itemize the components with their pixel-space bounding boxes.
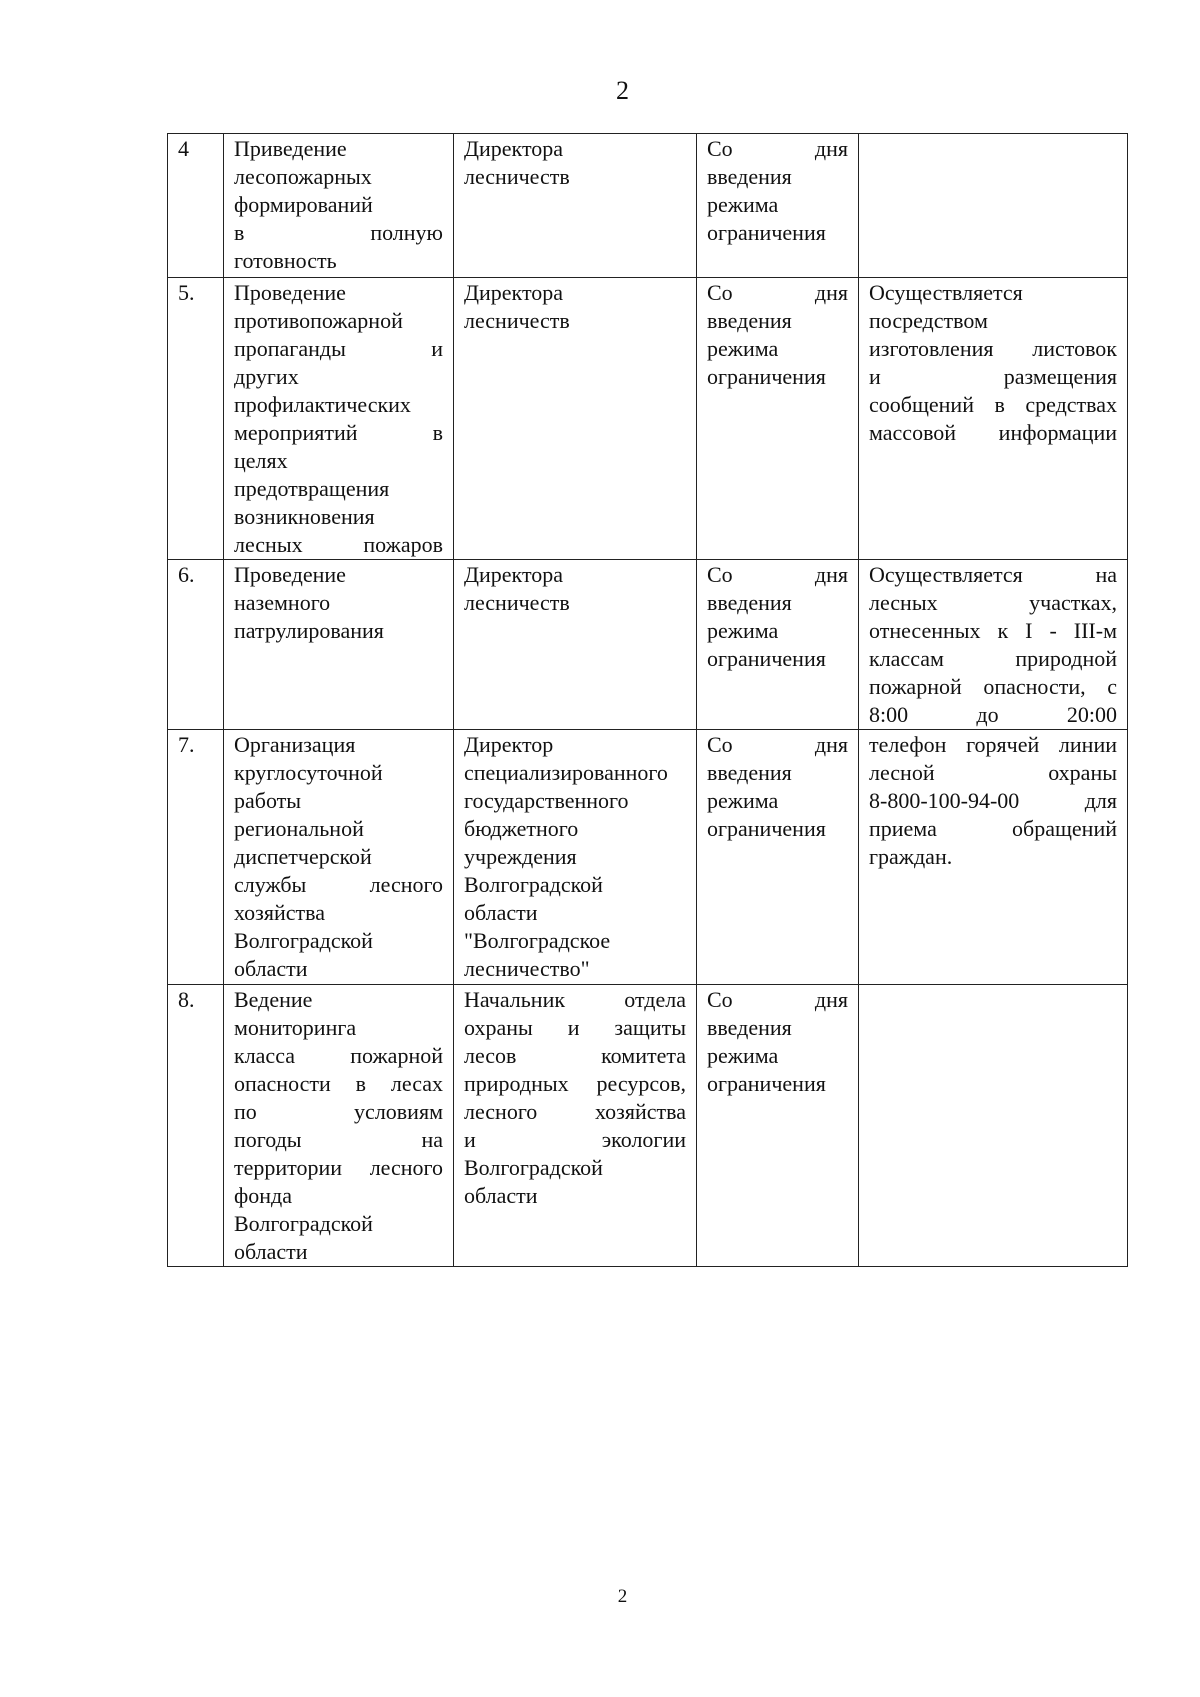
action-cell-line: Волгоградской (234, 1211, 373, 1236)
responsible-cell (454, 134, 697, 278)
row-number (168, 730, 224, 985)
row-number-text: 6. (178, 562, 195, 587)
note-cell (859, 278, 1128, 560)
note-cell-line: Осуществляется на (869, 562, 1117, 587)
table-row (168, 730, 1128, 985)
note-cell-line: 8:00 до 20:00 (869, 702, 1117, 727)
note-cell (859, 985, 1128, 1267)
row-number-text: 8. (178, 987, 195, 1012)
responsible-cell-line: области (464, 900, 538, 925)
responsible-cell-line: Директора (464, 280, 564, 305)
action-cell-line: формирований (234, 192, 373, 217)
row-number (168, 985, 224, 1267)
action-cell-line: противопожарной (234, 308, 403, 333)
term-cell-line: введения (707, 590, 792, 615)
note-cell-line: массовой информации (869, 420, 1117, 445)
note-cell-line: 8-800-100-94-00 для (869, 788, 1117, 813)
action-cell (224, 985, 454, 1267)
note-cell-line: телефон горячей линии (869, 732, 1117, 757)
responsible-cell-line: области (464, 1183, 538, 1208)
term-cell-line: режима (707, 788, 779, 813)
action-cell-line: предотвращения (234, 476, 390, 501)
action-cell-line: класса пожарной (234, 1043, 443, 1068)
note-cell-line: пожарной опасности, с (869, 674, 1117, 699)
action-cell-line: Организация (234, 732, 356, 757)
note-cell (859, 134, 1128, 278)
action-cell-line: в полную (234, 220, 443, 245)
row-number-text: 7. (178, 732, 195, 757)
page-number-top: 2 (616, 76, 629, 105)
row-number-text: 5. (178, 280, 195, 305)
row-number-text: 4 (178, 136, 189, 161)
note-cell-line: сообщений в средствах (869, 392, 1117, 417)
note-cell-line: приема обращений (869, 816, 1117, 841)
term-cell-line: ограничения (707, 1071, 826, 1096)
term-cell (697, 278, 859, 560)
note-cell-line: граждан. (869, 844, 953, 869)
action-cell-line: фонда (234, 1183, 292, 1208)
term-cell-line: введения (707, 308, 792, 333)
action-cell-line: готовность (234, 248, 337, 273)
term-cell-line: режима (707, 618, 779, 643)
responsible-cell-line: специализированного (464, 760, 668, 785)
term-cell (697, 560, 859, 730)
responsible-cell-line: охраны и защиты (464, 1015, 686, 1040)
term-cell-line: Со дня (707, 987, 848, 1012)
table-row (168, 278, 1128, 560)
term-cell-line: введения (707, 760, 792, 785)
responsible-cell-line: бюджетного (464, 816, 579, 841)
note-cell-line: лесной охраны (869, 760, 1117, 785)
note-cell (859, 730, 1128, 985)
action-cell-line: хозяйства (234, 900, 325, 925)
term-cell-line: ограничения (707, 364, 826, 389)
note-cell (859, 560, 1128, 730)
action-cell-line: пропаганды и (234, 336, 443, 361)
action-cell-line: других (234, 364, 299, 389)
note-cell-line: отнесенных к I - III-м (869, 618, 1117, 643)
responsible-cell-line: Начальник отдела (464, 987, 686, 1012)
action-cell-line: области (234, 1239, 308, 1264)
responsible-cell-line: лесничеств (464, 590, 570, 615)
note-cell-line: Осуществляется (869, 280, 1023, 305)
term-cell-line: введения (707, 164, 792, 189)
action-cell (224, 730, 454, 985)
term-cell-line: введения (707, 1015, 792, 1040)
action-cell-line: территории лесного (234, 1155, 443, 1180)
action-cell-line: наземного (234, 590, 331, 615)
note-cell-line: посредством (869, 308, 988, 333)
responsible-cell-line: Волгоградской (464, 1155, 603, 1180)
responsible-cell (454, 730, 697, 985)
responsible-cell (454, 278, 697, 560)
action-cell-line: погоды на (234, 1127, 443, 1152)
responsible-cell-line: "Волгоградское (464, 928, 611, 953)
action-cell-line: Проведение (234, 562, 346, 587)
row-number (168, 278, 224, 560)
responsible-cell-line: лесничеств (464, 164, 570, 189)
term-cell-line: режима (707, 336, 779, 361)
term-cell-line: режима (707, 192, 779, 217)
row-number (168, 134, 224, 278)
action-cell-line: Проведение (234, 280, 346, 305)
term-cell (697, 985, 859, 1267)
term-cell-line: Со дня (707, 280, 848, 305)
action-cell-line: мониторинга (234, 1015, 357, 1040)
responsible-cell (454, 560, 697, 730)
action-cell-line: профилактических (234, 392, 411, 417)
action-cell-line: диспетчерской (234, 844, 372, 869)
table-row (168, 985, 1128, 1267)
action-cell-line: возникновения (234, 504, 375, 529)
action-cell-line: круглосуточной (234, 760, 383, 785)
page-number-bottom: 2 (617, 1586, 628, 1607)
responsible-cell-line: и экологии (464, 1127, 686, 1152)
note-cell-line: лесных участках, (869, 590, 1117, 615)
responsible-cell-line: Директора (464, 136, 564, 161)
responsible-cell-line: лесничество" (464, 956, 590, 981)
action-cell-line: Волгоградской (234, 928, 373, 953)
action-cell-line: целях (234, 448, 288, 473)
term-cell-line: Со дня (707, 562, 848, 587)
action-cell-line: опасности в лесах (234, 1071, 443, 1096)
responsible-cell-line: лесов комитета (464, 1043, 686, 1068)
action-cell-line: работы (234, 788, 302, 813)
note-cell-line: изготовления листовок (869, 336, 1117, 361)
row-number (168, 560, 224, 730)
action-cell-line: по условиям (234, 1099, 443, 1124)
responsible-cell-line: Директор (464, 732, 554, 757)
action-cell (224, 560, 454, 730)
responsible-cell-line: лесничеств (464, 308, 570, 333)
table-row (168, 134, 1128, 278)
action-cell (224, 278, 454, 560)
term-cell-line: Со дня (707, 136, 848, 161)
term-cell-line: ограничения (707, 220, 826, 245)
responsible-cell-line: лесного хозяйства (464, 1099, 686, 1124)
note-cell-line: и размещения (869, 364, 1117, 389)
responsible-cell (454, 985, 697, 1267)
action-cell-line: службы лесного (234, 872, 443, 897)
responsible-cell-line: государственного (464, 788, 629, 813)
term-cell-line: Со дня (707, 732, 848, 757)
responsible-cell-line: Волгоградской (464, 872, 603, 897)
action-cell-line: области (234, 956, 308, 981)
action-cell-line: мероприятий в (234, 420, 443, 445)
term-cell (697, 134, 859, 278)
action-cell (224, 134, 454, 278)
action-cell-line: патрулирования (234, 618, 384, 643)
responsible-cell-line: природных ресурсов, (464, 1071, 686, 1096)
action-cell-line: Ведение (234, 987, 313, 1012)
table-row (168, 560, 1128, 730)
table-body (168, 134, 1128, 1267)
action-cell-line: лесных пожаров (234, 532, 443, 557)
measures-table (167, 133, 1128, 1267)
term-cell-line: ограничения (707, 816, 826, 841)
responsible-cell-line: Директора (464, 562, 564, 587)
action-cell-line: региональной (234, 816, 364, 841)
responsible-cell-line: учреждения (464, 844, 577, 869)
note-cell-line: классам природной (869, 646, 1117, 671)
action-cell-line: Приведение (234, 136, 347, 161)
term-cell (697, 730, 859, 985)
term-cell-line: ограничения (707, 646, 826, 671)
action-cell-line: лесопожарных (234, 164, 372, 189)
term-cell-line: режима (707, 1043, 779, 1068)
